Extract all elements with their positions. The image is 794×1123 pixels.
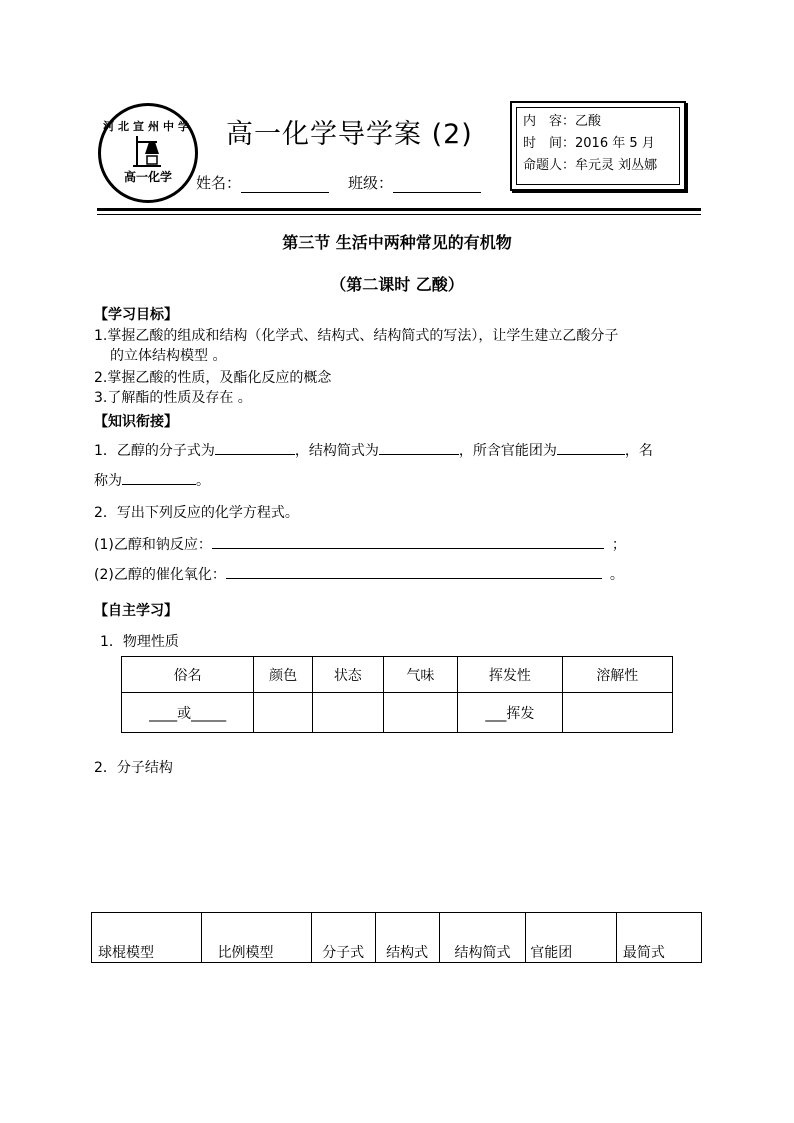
table-row [122, 693, 673, 733]
functional-group-blank[interactable] [557, 454, 625, 455]
seal-top-text: 河北宣州中学 [103, 120, 193, 133]
table-header-cell: 结构简式 [439, 913, 526, 963]
physical-properties-label: 1．物理性质 [100, 634, 179, 650]
goal-item: 2.掌握乙酸的性质，及酯化反应的概念 [94, 370, 332, 386]
equation-blank[interactable] [212, 548, 604, 549]
header-rule-thick [97, 208, 701, 211]
table-header-cell: 官能团 [526, 913, 617, 963]
header-rule-thin [97, 214, 701, 215]
table-header-cell: 最简式 [616, 913, 701, 963]
info-author: 命题人：牟元灵 刘丛娜 [523, 158, 658, 173]
q1-text: 1．乙醇的分子式为 [94, 443, 215, 459]
q1-text: ，所含官能团为 [458, 443, 557, 459]
goal-item: 1.掌握乙酸的组成和结构（化学式、结构式、结构简式的写法），让学生建立乙酸分子 [94, 328, 619, 344]
school-seal [98, 103, 198, 203]
class-label: 班级： [348, 174, 394, 192]
table-header-cell: 挥发性 [458, 657, 562, 693]
knowledge-heading: 【知识衔接】 [94, 414, 178, 430]
question-1-line-1 [94, 440, 653, 460]
physical-properties-table [121, 656, 673, 733]
table-header-cell: 俗名 [122, 657, 254, 693]
question-2-2 [94, 564, 624, 584]
table-header-row [92, 913, 702, 963]
table-header-cell: 结构式 [375, 913, 439, 963]
section-title: 第三节 生活中两种常见的有机物 [282, 233, 512, 252]
structure-blank[interactable] [379, 454, 459, 455]
goal-item: 的立体结构模型 。 [110, 348, 227, 364]
table-header-cell: 球棍模型 [92, 913, 202, 963]
name-blank[interactable] [241, 174, 329, 193]
solubility-cell[interactable] [562, 693, 672, 733]
class-blank[interactable] [393, 174, 481, 193]
table-header-cell: 颜色 [254, 657, 313, 693]
class-field[interactable] [348, 172, 481, 193]
goal-item: 3.了解酯的性质及存在 。 [94, 390, 252, 406]
equation-blank[interactable] [226, 578, 602, 579]
table-header-cell: 比例模型 [201, 913, 311, 963]
q2-1-end: ； [611, 537, 626, 553]
lab-flask-icon [131, 132, 165, 168]
question-2: 2．写出下列反应的化学方程式。 [94, 505, 299, 521]
page-title: 高一化学导学案 (2) [226, 119, 473, 150]
seal-bottom-text: 高一化学 [123, 170, 172, 184]
odor-cell[interactable] [383, 693, 458, 733]
question-1-line-2 [94, 470, 210, 490]
table-header-cell: 状态 [313, 657, 384, 693]
question-2-1 [94, 534, 626, 554]
info-time: 时 间：2016 年 5 月 [523, 136, 655, 151]
lesson-title: （第二课时 乙酸） [330, 275, 464, 294]
q2-2-end: 。 [609, 567, 624, 583]
table-header-row [122, 657, 673, 693]
q2-2-label: (2)乙醇的催化氧化： [94, 567, 226, 583]
volatility-cell[interactable]: ___挥发 [458, 693, 562, 733]
color-cell[interactable] [254, 693, 313, 733]
table-header-cell: 气味 [383, 657, 458, 693]
q1-text: ，名 [624, 443, 653, 459]
molecular-structure-table [91, 912, 702, 963]
name-field[interactable] [196, 172, 329, 193]
state-cell[interactable] [313, 693, 384, 733]
molecular-structure-label: 2．分子结构 [94, 760, 173, 776]
name-label: 姓名： [196, 174, 242, 192]
table-header-cell: 分子式 [311, 913, 375, 963]
q1-text: 称为 [94, 473, 122, 489]
q2-1-label: (1)乙醇和钠反应： [94, 537, 212, 553]
info-content: 内 容：乙酸 [523, 114, 602, 129]
self-study-heading: 【自主学习】 [94, 603, 178, 619]
goals-heading: 【学习目标】 [94, 307, 178, 323]
q1-text: ，结构简式为 [294, 443, 379, 459]
info-box [510, 101, 686, 191]
common-name-cell[interactable]: ____或_____ [122, 693, 254, 733]
q1-text: 。 [196, 473, 210, 489]
group-name-blank[interactable] [122, 484, 196, 485]
table-header-cell: 溶解性 [562, 657, 672, 693]
formula-blank[interactable] [215, 454, 295, 455]
